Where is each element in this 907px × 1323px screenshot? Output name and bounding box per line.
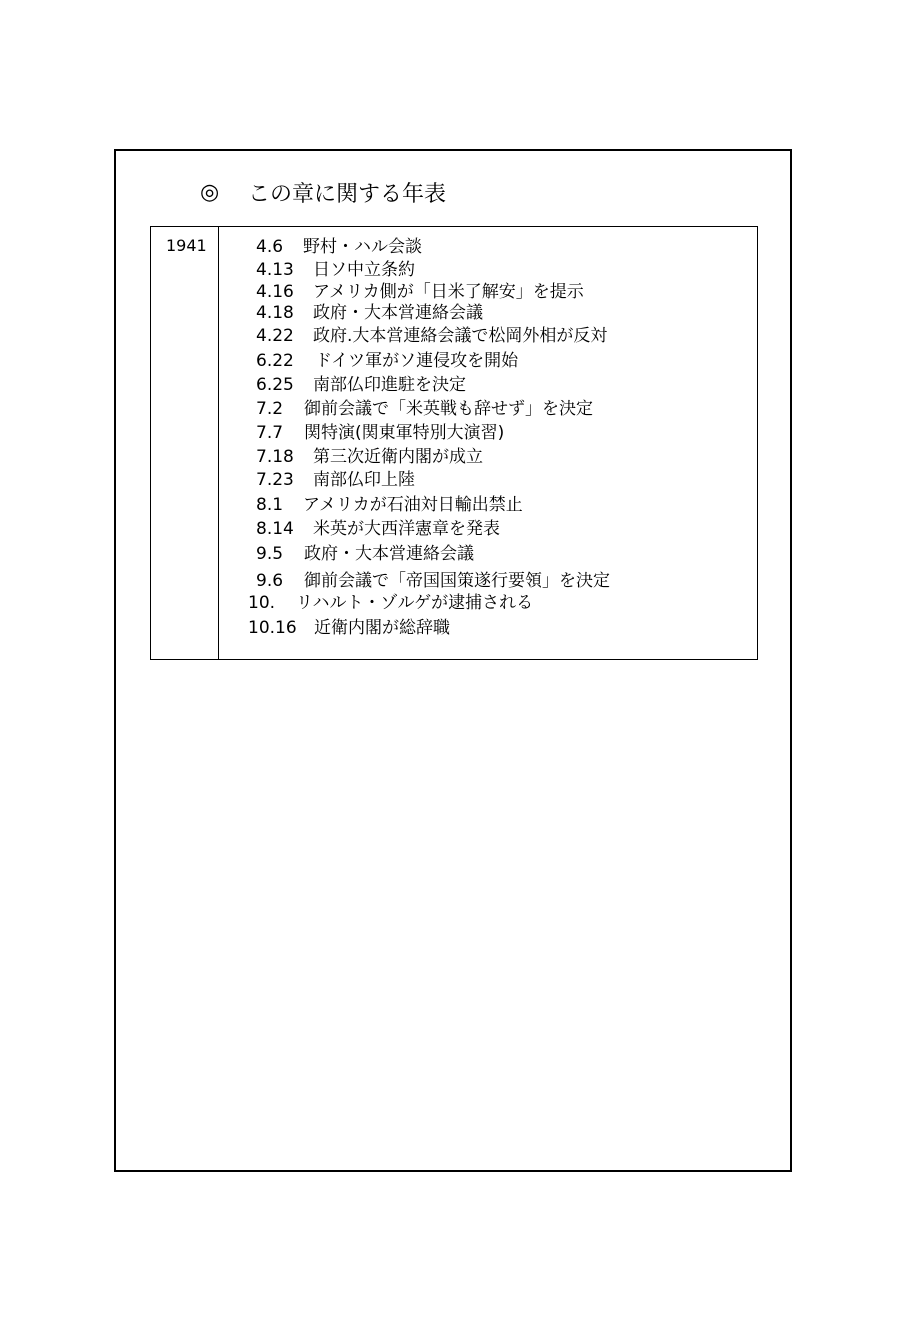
entry-event: 南部仏印進駐を決定 xyxy=(313,375,466,395)
entry-event: 関特演(関東軍特別大演習) xyxy=(304,423,505,443)
entry-date: 4.6 xyxy=(256,237,284,257)
entry-date: 8.14 xyxy=(256,519,294,539)
entry-date: 4.22 xyxy=(256,326,294,346)
timeline-column-divider xyxy=(218,226,219,660)
entry-date: 7.18 xyxy=(256,447,294,467)
timeline-entry xyxy=(248,617,450,639)
timeline-entry xyxy=(256,570,610,592)
entry-date: 8.1 xyxy=(256,495,284,515)
entry-date: 6.25 xyxy=(256,375,294,395)
timeline-entry xyxy=(248,592,533,614)
entry-event: 近衛内閣が総辞職 xyxy=(314,618,450,638)
timeline-entry xyxy=(256,259,415,281)
entry-event: 南部仏印上陸 xyxy=(313,470,415,490)
timeline-entry xyxy=(256,422,504,444)
entry-date: 9.5 xyxy=(256,544,284,564)
timeline-year: 1941 xyxy=(166,236,207,255)
entry-date: 10.16 xyxy=(248,618,297,638)
timeline-entry xyxy=(256,446,483,468)
timeline-entry xyxy=(256,469,415,491)
timeline-entry xyxy=(256,374,466,396)
timeline-entry xyxy=(256,236,422,258)
entry-event: リハルト・ゾルゲが逮捕される xyxy=(296,593,534,613)
timeline-entry xyxy=(256,281,584,303)
entry-date: 10. xyxy=(248,593,276,613)
entry-event: 政府・大本営連絡会議 xyxy=(313,303,483,323)
chapter-timeline-heading xyxy=(200,176,446,208)
timeline-entry xyxy=(256,325,607,347)
entry-date: 4.13 xyxy=(256,260,294,280)
entry-date: 4.16 xyxy=(256,282,294,302)
entry-event: 第三次近衛内閣が成立 xyxy=(313,447,483,467)
entry-date: 7.7 xyxy=(256,423,284,443)
entry-event: 政府・大本営連絡会議 xyxy=(304,544,474,564)
entry-event: 米英が大西洋憲章を発表 xyxy=(313,519,500,539)
timeline-entry xyxy=(256,302,483,324)
entry-date: 4.18 xyxy=(256,303,294,323)
timeline-entry xyxy=(256,398,593,420)
entry-event: 政府.大本営連絡会議で松岡外相が反対 xyxy=(313,326,608,346)
entry-date: 6.22 xyxy=(256,351,294,371)
entry-event: 御前会議で「帝国国策遂行要領」を決定 xyxy=(304,571,610,591)
entry-event: アメリカが石油対日輸出禁止 xyxy=(303,495,523,515)
entry-date: 7.2 xyxy=(256,399,284,419)
timeline-entry xyxy=(256,543,474,565)
double-circle-icon: ◎ xyxy=(200,179,220,205)
entry-event: 野村・ハル会談 xyxy=(303,237,422,257)
entry-event: 日ソ中立条約 xyxy=(313,260,415,280)
entry-date: 7.23 xyxy=(256,470,294,490)
timeline-entry xyxy=(256,350,518,372)
entry-event: 御前会議で「米英戦も辞せず」を決定 xyxy=(304,399,593,419)
entry-event: ドイツ軍がソ連侵攻を開始 xyxy=(315,351,519,371)
timeline-entry xyxy=(256,494,523,516)
timeline-entry xyxy=(256,518,500,540)
entry-event: アメリカ側が「日米了解安」を提示 xyxy=(313,282,584,302)
entry-date: 9.6 xyxy=(256,571,284,591)
heading-title: この章に関する年表 xyxy=(248,181,447,207)
